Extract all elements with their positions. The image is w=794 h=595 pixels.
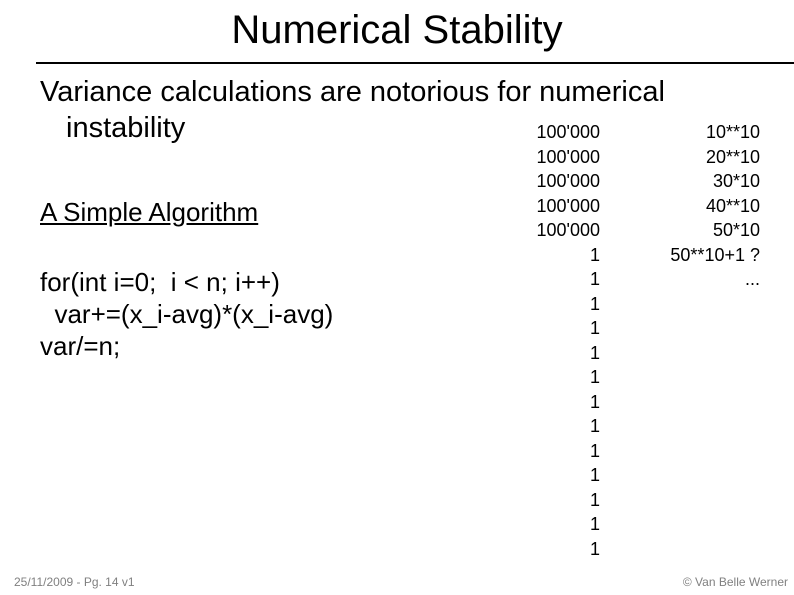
code-block	[40, 266, 333, 362]
main-bullet-line2: instability	[66, 112, 186, 144]
value-b: 50**10+1 ?	[670, 244, 760, 265]
value-a: 1	[589, 538, 600, 559]
slide-title: Numerical Stability	[231, 8, 563, 52]
value-a: 1	[589, 391, 600, 412]
value-a: 1	[589, 489, 600, 510]
value-a: 1	[589, 269, 600, 289]
value-b: 10**10	[705, 122, 760, 142]
value-b: 50*10	[712, 220, 760, 240]
value-a: 1	[589, 367, 600, 387]
value-a: 1	[589, 465, 600, 485]
value-a: 100'000	[536, 171, 600, 191]
footer-date-page: 25/11/2009 - Pg. 14 v1	[14, 575, 135, 589]
value-a: 1	[589, 440, 600, 461]
code-line-2: var+=(x_i-avg)*(x_i-avg)	[40, 299, 334, 329]
value-a: 100'000	[536, 195, 600, 216]
code-line-1: for(int i=0; i < n; i++)	[40, 267, 280, 297]
value-a: 1	[589, 244, 600, 265]
value-column-a	[480, 120, 600, 561]
value-b: ...	[744, 269, 760, 289]
value-a: 1	[589, 293, 600, 314]
value-b: 20**10	[705, 146, 760, 167]
footer-copyright: © Van Belle Werner	[682, 575, 788, 589]
code-line-3: var/=n;	[40, 331, 121, 361]
value-b: 30*10	[712, 171, 760, 191]
value-a: 100'000	[536, 122, 600, 142]
value-a: 1	[589, 318, 600, 338]
value-a: 1	[589, 342, 600, 363]
value-a: 1	[589, 416, 600, 436]
value-a: 1	[589, 514, 600, 534]
main-bullet-line1: Variance calculations are notorious for numerical	[40, 76, 665, 108]
title-divider	[36, 62, 794, 64]
value-b: 40**10	[705, 195, 760, 216]
value-a: 100'000	[536, 146, 600, 167]
value-a: 100'000	[536, 220, 600, 240]
value-column-b	[610, 120, 760, 292]
algorithm-heading: A Simple Algorithm	[40, 197, 259, 227]
